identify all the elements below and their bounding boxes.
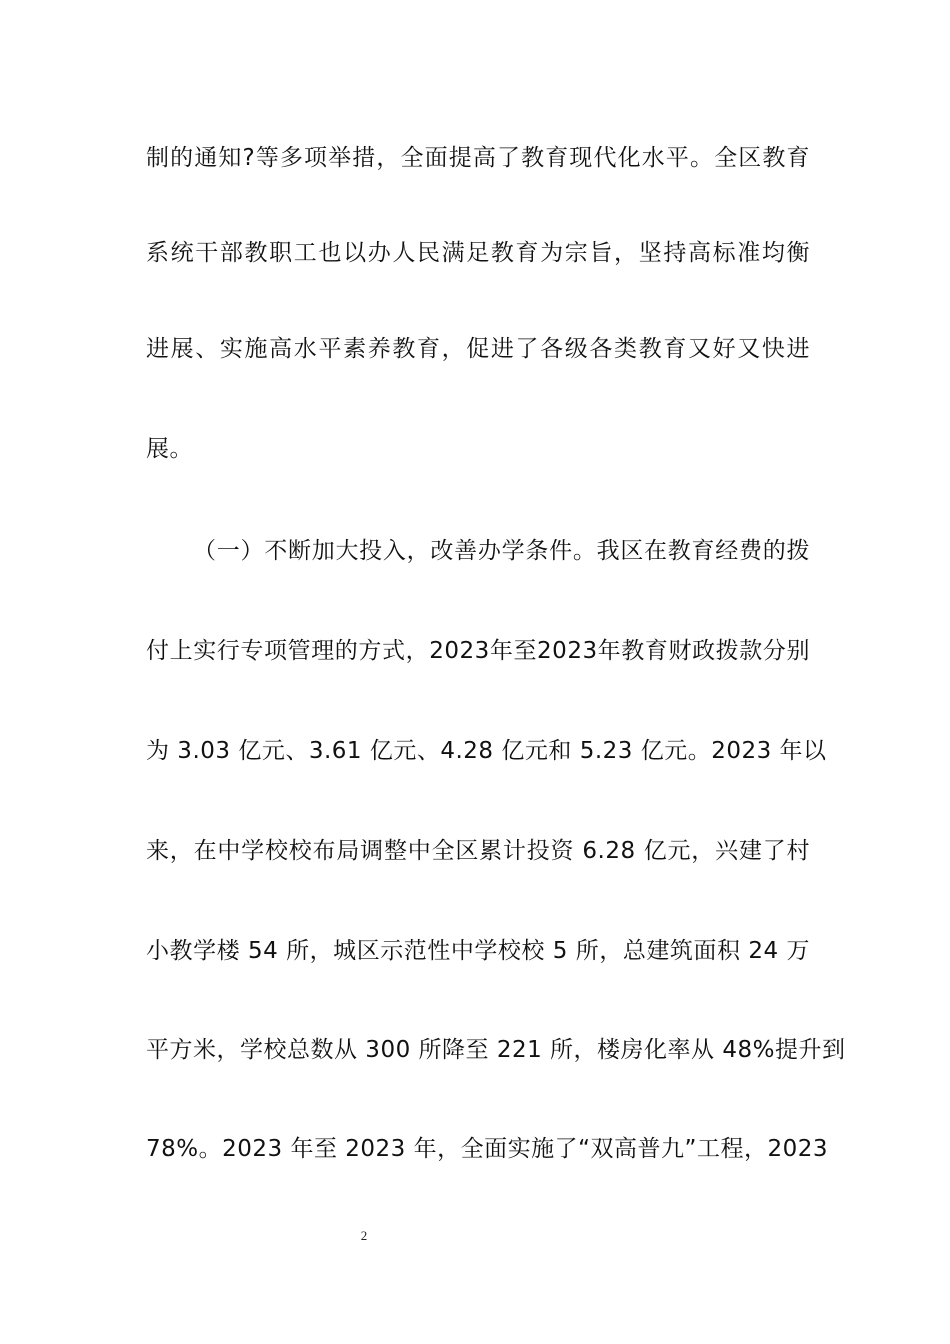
paragraph-line: 来，在中学校校布局调整中全区累计投资 6.28 亿元，兴建了村 [146, 838, 810, 864]
paragraph-line: 展。 [146, 436, 193, 462]
page-number: 2 [360, 1228, 368, 1243]
paragraph-line: 系统干部教职工也以办人民满足教育为宗旨，坚持高标准均衡 [146, 240, 810, 266]
paragraph-line: 78%。2023 年至 2023 年，全面实施了“双高普九”工程，2023 [146, 1136, 828, 1162]
paragraph-line: 小教学楼 54 所，城区示范性中学校校 5 所，总建筑面积 24 万 [146, 938, 810, 964]
paragraph-line: 进展、实施高水平素养教育，促进了各级各类教育又好又快进 [146, 336, 810, 362]
paragraph-line: 付上实行专项管理的方式，2023年至2023年教育财政拨款分别 [146, 638, 810, 664]
paragraph-line: 制的通知?等多项举措，全面提高了教育现代化水平。全区教育 [146, 145, 810, 171]
paragraph-line: （一）不断加大投入，改善办学条件。我区在教育经费的拨 [193, 538, 810, 564]
paragraph-line: 为 3.03 亿元、3.61 亿元、4.28 亿元和 5.23 亿元。2023 年以 [146, 738, 827, 764]
paragraph-line: 平方米，学校总数从 300 所降至 221 所，楼房化率从 48%提升到 [146, 1037, 846, 1063]
